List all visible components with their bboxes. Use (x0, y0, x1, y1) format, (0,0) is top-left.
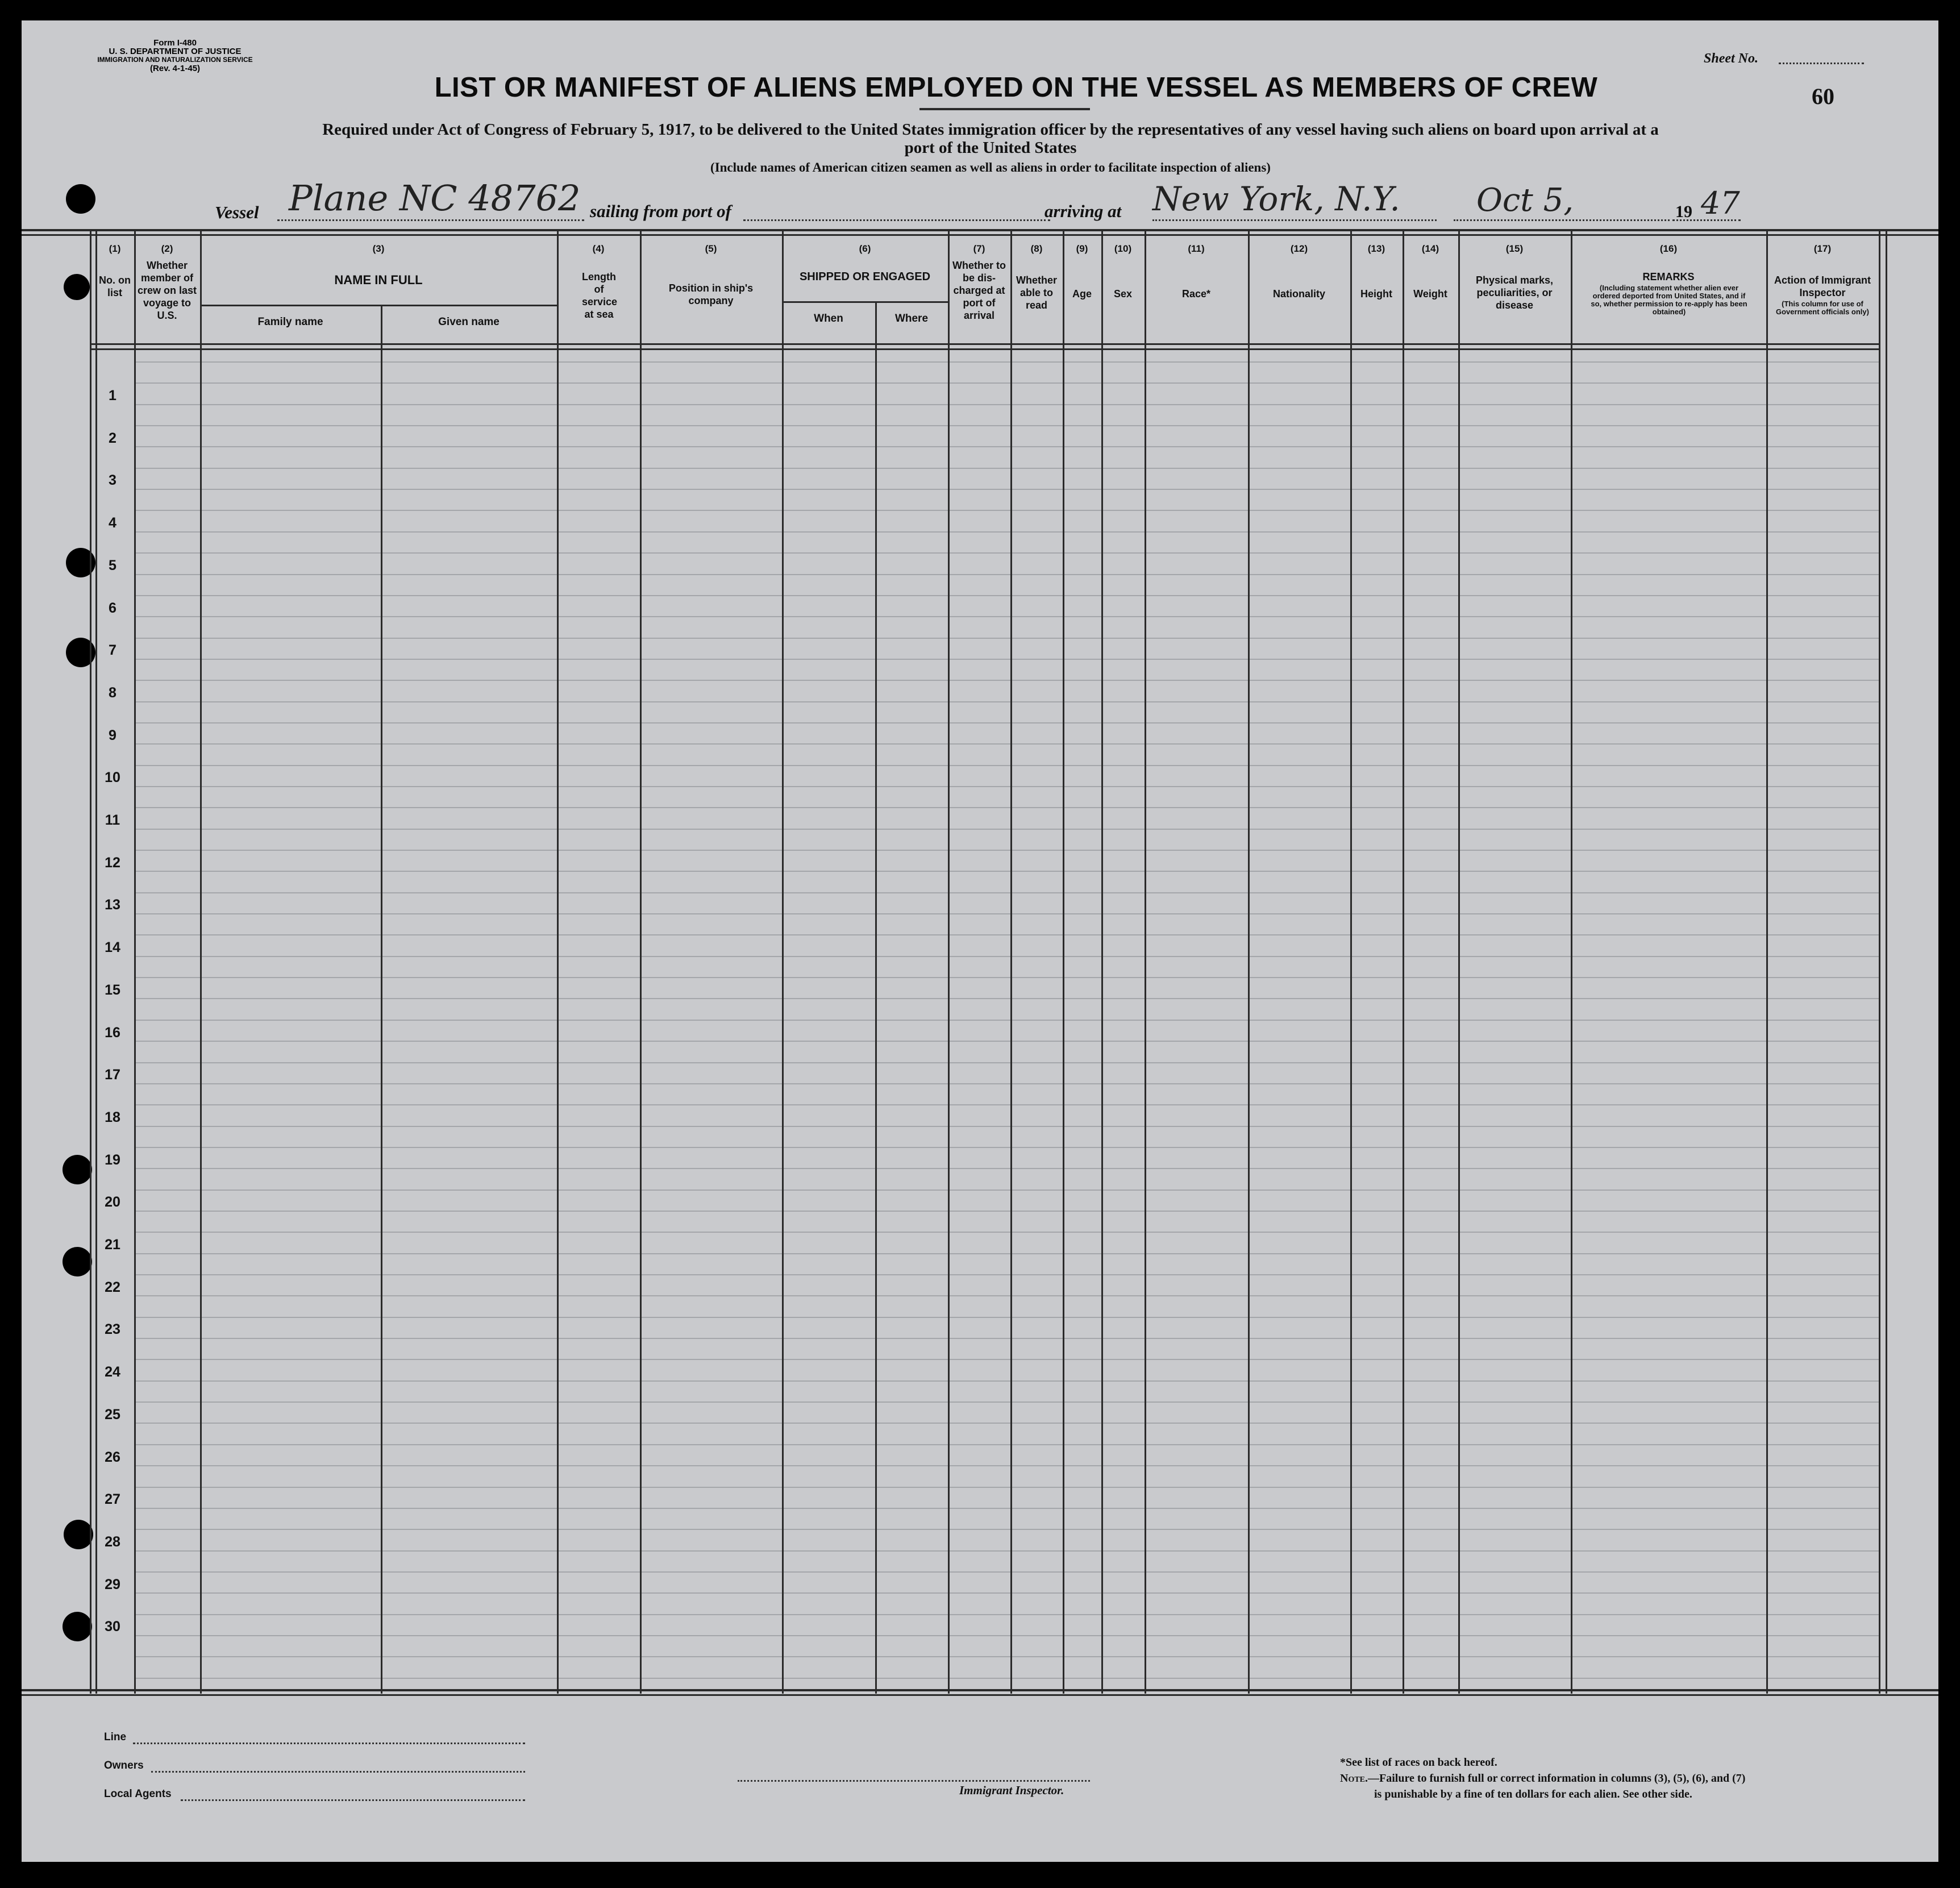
row-number: 11 (105, 812, 120, 828)
ruled-line (134, 1529, 1879, 1530)
col-8-number: (8) (1030, 243, 1043, 254)
ruled-line (134, 1465, 1879, 1466)
ruled-line (134, 361, 1879, 363)
row-number: 24 (105, 1364, 120, 1380)
penalty-note (1340, 1772, 1745, 1785)
col-15-number: (15) (1505, 243, 1524, 254)
ruled-line (134, 956, 1879, 957)
page-number: 60 (1812, 84, 1834, 109)
ruled-line (134, 977, 1879, 978)
col-4-header: Length of service at sea (582, 271, 618, 320)
col-3-header: NAME IN FULL (334, 273, 423, 287)
arrival-port-field (1152, 219, 1437, 221)
col-15-header: Physical marks, peculiarities, or disease (1475, 275, 1554, 311)
ruled-line (134, 1104, 1879, 1105)
vessel-label: Vessel (215, 202, 259, 222)
col-1-header: No. on list (99, 275, 131, 298)
col-3-given-name: Given name (438, 316, 500, 328)
col-2-number: (2) (161, 243, 173, 254)
col-6-where: Where (894, 313, 929, 325)
form-number: Form I-480 (153, 38, 197, 48)
arrival-date-value[interactable]: Oct 5, (1476, 182, 1574, 219)
row-number: 14 (105, 939, 120, 955)
arrival-port-value[interactable]: New York, N.Y. (1152, 180, 1400, 218)
department-name: U. S. DEPARTMENT OF JUSTICE (109, 47, 242, 56)
note-label: Note. (1340, 1772, 1368, 1785)
row-number: 23 (105, 1321, 120, 1337)
ruled-line (134, 531, 1879, 533)
ruled-line (134, 913, 1879, 914)
column-border (381, 305, 382, 1694)
punch-hole (63, 1612, 92, 1641)
row-number: 10 (105, 770, 120, 785)
ruled-line (134, 743, 1879, 745)
col-13-number: (13) (1367, 243, 1385, 254)
ruled-line (134, 1041, 1879, 1042)
ruled-line (134, 1147, 1879, 1148)
ruled-line (134, 1614, 1879, 1615)
year-value[interactable]: 47 (1701, 185, 1740, 221)
col-16-number: (16) (1659, 243, 1678, 254)
col-6-number: (6) (859, 243, 871, 254)
col-11-header: Race* (1181, 288, 1211, 300)
ruled-line (134, 1423, 1879, 1424)
col-10-number: (10) (1114, 243, 1132, 254)
ruled-line (134, 1380, 1879, 1382)
year-field (1672, 219, 1741, 221)
ruled-line (134, 1656, 1879, 1657)
subtitle-line-2: port of the United States (904, 139, 1077, 157)
row-number: 19 (105, 1152, 120, 1168)
ruled-line (134, 1232, 1879, 1233)
sailing-from-label: sailing from port of (590, 201, 731, 221)
punch-hole (64, 1520, 93, 1549)
row-number: 29 (105, 1577, 120, 1592)
row-number: 6 (109, 600, 116, 616)
name-subheader-rule (200, 305, 557, 306)
col-9-header: Age (1072, 288, 1092, 300)
column-border (1458, 231, 1460, 1694)
punch-hole (64, 274, 90, 300)
ruled-line (134, 638, 1879, 639)
column-border (1010, 231, 1012, 1694)
col-2-header: Whether member of crew on last voyage to U.S. (137, 260, 197, 321)
form-identifier (95, 39, 255, 73)
column-border (1879, 231, 1880, 1694)
row-number: 12 (105, 855, 120, 871)
ruled-line (134, 616, 1879, 617)
line-label: Line (104, 1731, 127, 1743)
ruled-line (134, 786, 1879, 787)
ruled-line (134, 934, 1879, 935)
column-border (1248, 231, 1250, 1694)
column-border (1145, 231, 1146, 1694)
ruled-line (134, 552, 1879, 554)
ruled-line (134, 382, 1879, 384)
ruled-line (134, 1253, 1879, 1254)
row-number: 1 (109, 388, 116, 404)
ruled-line (134, 1211, 1879, 1212)
ruled-line (134, 1444, 1879, 1445)
col-16-header: REMARKS (1642, 271, 1695, 282)
ruled-line (134, 1168, 1879, 1169)
sailing-port-field[interactable] (743, 219, 1050, 221)
ruled-line (134, 425, 1879, 426)
include-note: (Include names of American citizen seamen as well as aliens in order to facilitate inspection of aliens) (710, 160, 1271, 174)
ruled-line (134, 1274, 1879, 1275)
vessel-name-field (277, 219, 584, 221)
page-title: LIST OR MANIFEST OF ALIENS EMPLOYED ON THE VESSEL AS MEMBERS OF CREW (434, 72, 1598, 103)
col-17-number: (17) (1813, 243, 1832, 254)
column-border (200, 231, 202, 1694)
row-number: 22 (105, 1279, 120, 1295)
ruled-line (134, 468, 1879, 469)
ruled-line (134, 1295, 1879, 1296)
column-border (640, 231, 642, 1694)
row-number: 26 (105, 1449, 120, 1465)
ruled-line (134, 1062, 1879, 1063)
col-8-header: Whether able to read (1016, 275, 1057, 311)
col-12-number: (12) (1290, 243, 1308, 254)
col-6-header: SHIPPED OR ENGAGED (799, 271, 931, 283)
col-14-number: (14) (1421, 243, 1439, 254)
col-3-number: (3) (372, 243, 385, 254)
row-number: 25 (105, 1407, 120, 1423)
ruled-line (134, 680, 1879, 681)
row-number: 28 (105, 1534, 120, 1550)
row-number: 21 (105, 1237, 120, 1253)
header-bottom-border-2 (90, 348, 1880, 350)
title-rule (919, 108, 1090, 110)
row-number: 3 (109, 472, 116, 488)
col-17-note: (This column for use of Government officials only) (1776, 300, 1869, 316)
row-number: 4 (109, 515, 116, 531)
col-7-number: (7) (973, 243, 985, 254)
col-7-header: Whether to be dis-charged at port of arrival (952, 260, 1006, 321)
column-border (1886, 231, 1887, 1694)
ruled-line (134, 998, 1879, 999)
service-name: IMMIGRATION AND NATURALIZATION SERVICE (97, 56, 253, 64)
ruled-line (134, 574, 1879, 575)
row-number: 13 (105, 897, 120, 913)
column-border (1350, 231, 1352, 1694)
column-border (90, 231, 91, 1694)
ruled-line (134, 871, 1879, 872)
ruled-line (134, 1635, 1879, 1636)
row-number: 27 (105, 1491, 120, 1507)
ruled-line (134, 1592, 1879, 1594)
sheet-number-label: Sheet No. (1704, 51, 1758, 66)
row-number: 15 (105, 982, 120, 998)
column-border (1766, 231, 1768, 1694)
col-11-number: (11) (1188, 243, 1205, 254)
ruled-line (134, 1487, 1879, 1488)
arrival-date-field (1454, 219, 1670, 221)
ruled-line (134, 1359, 1879, 1360)
ruled-line (134, 510, 1879, 511)
punch-hole (66, 184, 95, 214)
row-number: 30 (105, 1619, 120, 1635)
races-note: *See list of races on back hereof. (1340, 1756, 1497, 1769)
col-9-number: (9) (1076, 243, 1088, 254)
manifest-sheet (22, 20, 1938, 1862)
table-top-border (22, 229, 1938, 231)
ruled-line (134, 1190, 1879, 1191)
col-17-header: Action of Immigrant Inspector (1774, 275, 1871, 298)
ruled-line (134, 1083, 1879, 1084)
col-5-number: (5) (705, 243, 717, 254)
year-prefix: 19 (1675, 202, 1692, 221)
owners-field[interactable] (151, 1771, 525, 1773)
col-13-header: Height (1360, 288, 1392, 300)
note-line-1: —Failure to furnish full or correct information in columns (3), (5), (6), and (7) (1368, 1772, 1746, 1785)
table-bottom-border-2 (22, 1694, 1938, 1696)
local-agents-field[interactable] (181, 1799, 525, 1801)
col-14-header: Weight (1413, 288, 1447, 300)
column-border (1571, 231, 1572, 1694)
ruled-line (134, 829, 1879, 830)
ruled-line (134, 489, 1879, 490)
column-border (134, 231, 136, 1694)
ruled-line (134, 892, 1879, 893)
ruled-line (134, 722, 1879, 723)
column-border (557, 231, 559, 1694)
column-border (875, 301, 877, 1694)
ruled-line (134, 1571, 1879, 1573)
vessel-name-value[interactable]: Plane NC 48762 (289, 177, 581, 219)
header-bottom-border (90, 343, 1880, 345)
column-border (1063, 231, 1064, 1694)
row-number: 16 (105, 1025, 120, 1041)
sheet-number-field[interactable] (1779, 63, 1864, 64)
col-4-number: (4) (592, 243, 605, 254)
col-3-family-name: Family name (257, 316, 323, 328)
ruled-line (134, 1317, 1879, 1318)
row-number: 20 (105, 1194, 120, 1210)
penalty-note-line-2: is punishable by a fine of ten dollars for each alien. See other side. (1374, 1788, 1692, 1800)
form-revision: (Rev. 4-1-45) (149, 64, 201, 73)
owners-label: Owners (104, 1760, 144, 1771)
col-1-number: (1) (109, 243, 121, 254)
immigrant-inspector-label: Immigrant Inspector. (959, 1783, 1064, 1797)
col-5-header: Position in ship's company (668, 282, 754, 306)
ruled-line (134, 1550, 1879, 1552)
ruled-line (134, 807, 1879, 808)
col-10-header: Sex (1113, 288, 1133, 300)
ruled-line (134, 659, 1879, 660)
row-number: 7 (109, 642, 116, 658)
ruled-line (134, 701, 1879, 702)
column-border (95, 231, 97, 1694)
ruled-line (134, 1338, 1879, 1339)
arriving-at-label: arriving at (1044, 201, 1122, 221)
row-number: 18 (105, 1109, 120, 1125)
row-number: 8 (109, 685, 116, 701)
ruled-line (134, 1508, 1879, 1509)
ruled-line (134, 595, 1879, 596)
ruled-line (134, 1126, 1879, 1127)
row-number: 9 (109, 727, 116, 743)
ruled-line (134, 765, 1879, 766)
ruled-line (134, 1678, 1879, 1679)
ruled-line (134, 850, 1879, 851)
line-field[interactable] (133, 1743, 525, 1744)
ruled-line (134, 1402, 1879, 1403)
local-agents-label: Local Agents (104, 1788, 172, 1800)
shipped-subheader-rule (782, 301, 948, 303)
column-border (948, 231, 950, 1694)
column-border (782, 231, 784, 1694)
column-border (1101, 231, 1103, 1694)
ruled-line (134, 446, 1879, 447)
table-bottom-border (22, 1689, 1938, 1691)
inspector-signature-field[interactable] (738, 1780, 1090, 1782)
row-number: 2 (109, 430, 116, 446)
punch-hole (63, 1155, 92, 1184)
punch-hole (63, 1247, 92, 1276)
col-16-note: (Including statement whether alien ever ordered deported from United States, and if so, whether permission to re-apply has been obtained) (1591, 284, 1747, 316)
column-border (1403, 231, 1404, 1694)
col-6-when: When (814, 313, 843, 325)
row-number: 17 (105, 1067, 120, 1083)
subtitle-line-1: Required under Act of Congress of February 5, 1917, to be delivered to the United States immigration officer by the representatives of any vessel having such aliens on board upon arrival at a (322, 120, 1659, 139)
table-top-border-2 (22, 234, 1938, 236)
col-12-header: Nationality (1272, 288, 1325, 300)
ruled-line (134, 404, 1879, 405)
ruled-line (134, 1020, 1879, 1021)
row-number: 5 (109, 558, 116, 573)
